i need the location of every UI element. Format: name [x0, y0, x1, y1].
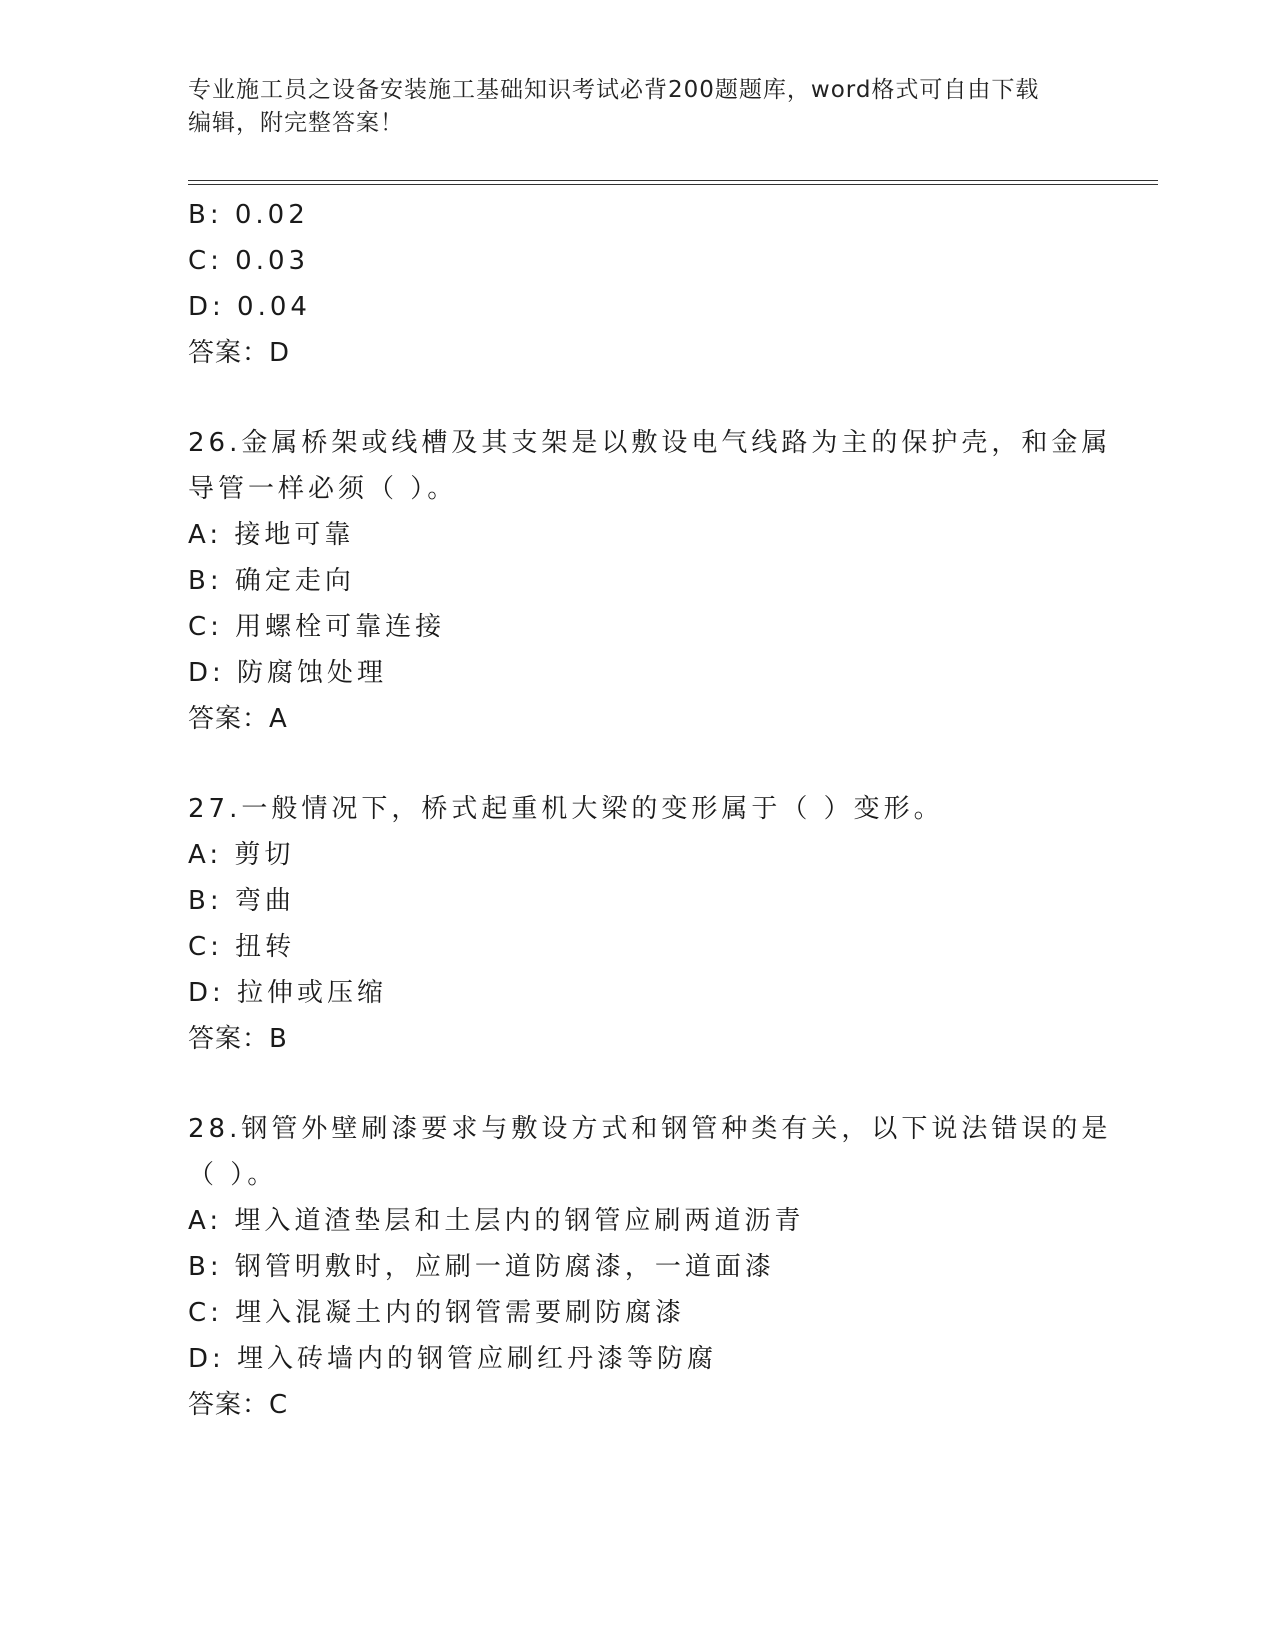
question-stem-line-2: 导管一样必须（ ）。 [188, 474, 458, 504]
question-stem-line-2: （ ）。 [188, 1160, 278, 1190]
question-stem-line-1: 27.一般情况下，桥式起重机大梁的变形属于（ ）变形。 [188, 794, 944, 824]
question-27 [188, 786, 1088, 1062]
option-c: C: 埋入混凝土内的钢管需要刷防腐漆 [188, 1298, 686, 1328]
option-d: D: 拉伸或压缩 [188, 978, 388, 1008]
answer: 答案：C [188, 1390, 289, 1420]
option-b: B: 弯曲 [188, 886, 295, 916]
option-b: B: 钢管明敷时，应刷一道防腐漆，一道面漆 [188, 1252, 775, 1282]
header-divider [188, 180, 1158, 185]
option-d: D: 埋入砖墙内的钢管应刷红丹漆等防腐 [188, 1344, 718, 1374]
page-header [188, 74, 1088, 140]
question-stem-line-1: 26.金属桥架或线槽及其支架是以敷设电气线路为主的保护壳，和金属 [188, 428, 1112, 458]
header-line-2: 编辑，附完整答案！ [188, 110, 404, 136]
option-d: D: 0.04 [188, 292, 311, 322]
option-d: D: 防腐蚀处理 [188, 658, 388, 688]
option-c: C: 用螺栓可靠连接 [188, 612, 446, 642]
option-a: A: 埋入道渣垫层和土层内的钢管应刷两道沥青 [188, 1206, 805, 1236]
option-b: B: 确定走向 [188, 566, 355, 596]
question-26 [188, 420, 1112, 742]
answer: 答案：B [188, 1024, 288, 1054]
option-a: A: 接地可靠 [188, 520, 355, 550]
question-list [188, 192, 1112, 1428]
answer: 答案：A [188, 704, 288, 734]
question-stem-line-1: 28.钢管外壁刷漆要求与敷设方式和钢管种类有关，以下说法错误的是 [188, 1114, 1112, 1144]
question-28 [188, 1106, 1112, 1428]
header-line-1: 专业施工员之设备安装施工基础知识考试必背200题题库，word格式可自由下载 [188, 77, 1040, 103]
option-c: C: 扭转 [188, 932, 296, 962]
option-b: B: 0.02 [188, 200, 309, 230]
question-25 [188, 192, 1088, 376]
option-c: C: 0.03 [188, 246, 310, 276]
option-a: A: 剪切 [188, 840, 295, 870]
answer: 答案：D [188, 338, 291, 368]
